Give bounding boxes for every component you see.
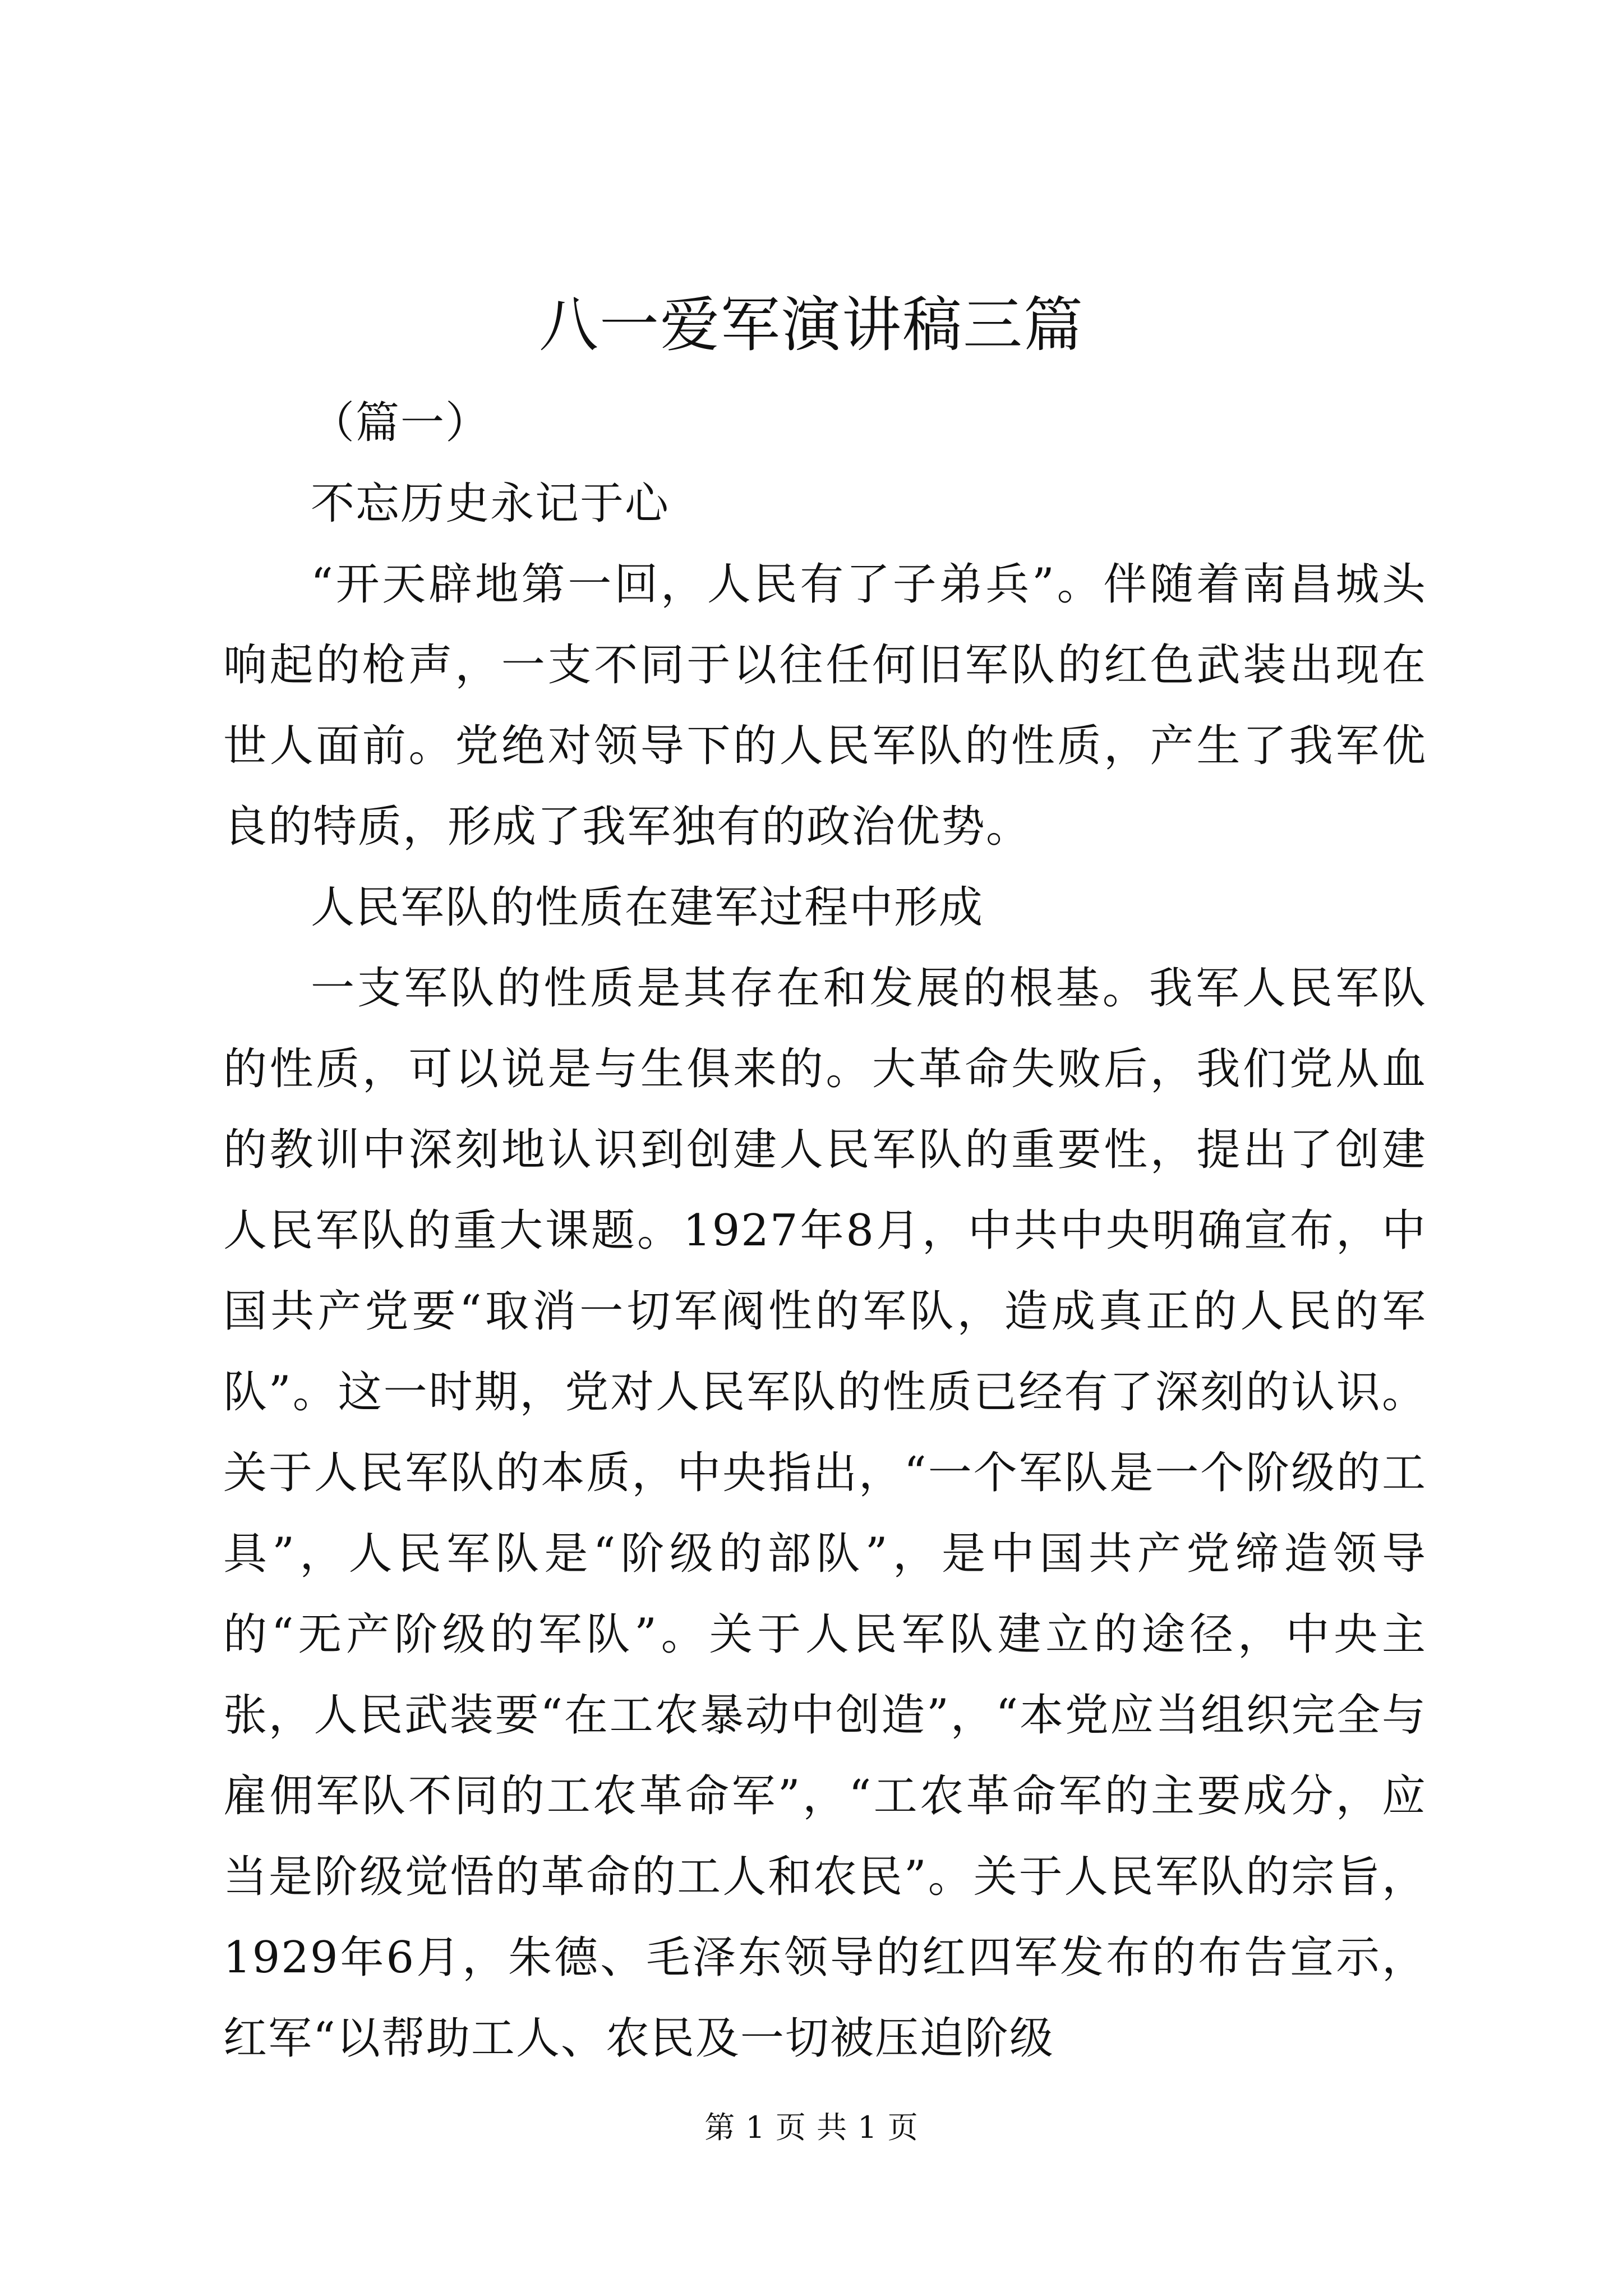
document-body [223,383,1427,2079]
document-title: 八一爱军演讲稿三篇 [539,291,1084,360]
page-footer: 第 1 页 共 1 页 [704,2110,919,2145]
subheading-paragraph: 人民军队的性质在建军过程中形成 [311,882,984,933]
body-paragraph: 一支军队的性质是其存在和发展的根基。我军人民军队的性质，可以说是与生俱来的。大革命失败后，我们党从血的教训中深刻地认识到创建人民军队的重要性，提出了创建人民军队的重大课题。1927年8月，中共中央明确宣布，中国共产党要“取消一切军阀性的军队，造成真正的人民的军队”。这一时期，党对人民军队的性质已经有了深刻的认识。关于人民军队的本质，中央指出，“一个军队是一个阶级的工具”，人民军队是“阶级的部队”，是中国共产党缔造领导的“无产阶级的军队”。关于人民军队建立的途径，中央主张，人民武装要“在工农暴动中创造”，“本党应当组织完全与雇佣军队不同的工农革命军”，“工农革命军的主要成分，应当是阶级觉悟的革命的工人和农民”。关于人民军队的宗旨，1929年6月，朱德、毛泽东领导的红四军发布的布告宣示，红军“以帮助工人、农民及一切被压迫阶级 [223,963,1427,2064]
section-label: （篇一） [311,398,491,448]
heading-paragraph: 不忘历史永记于心 [311,478,670,529]
body-paragraph: “开天辟地第一回，人民有了子弟兵”。伴随着南昌城头响起的枪声，一支不同于以往任何旧军队的红色武装出现在世人面前。党绝对领导下的人民军队的性质，产生了我军优良的特质，形成了我军独有的政治优势。 [223,559,1427,852]
